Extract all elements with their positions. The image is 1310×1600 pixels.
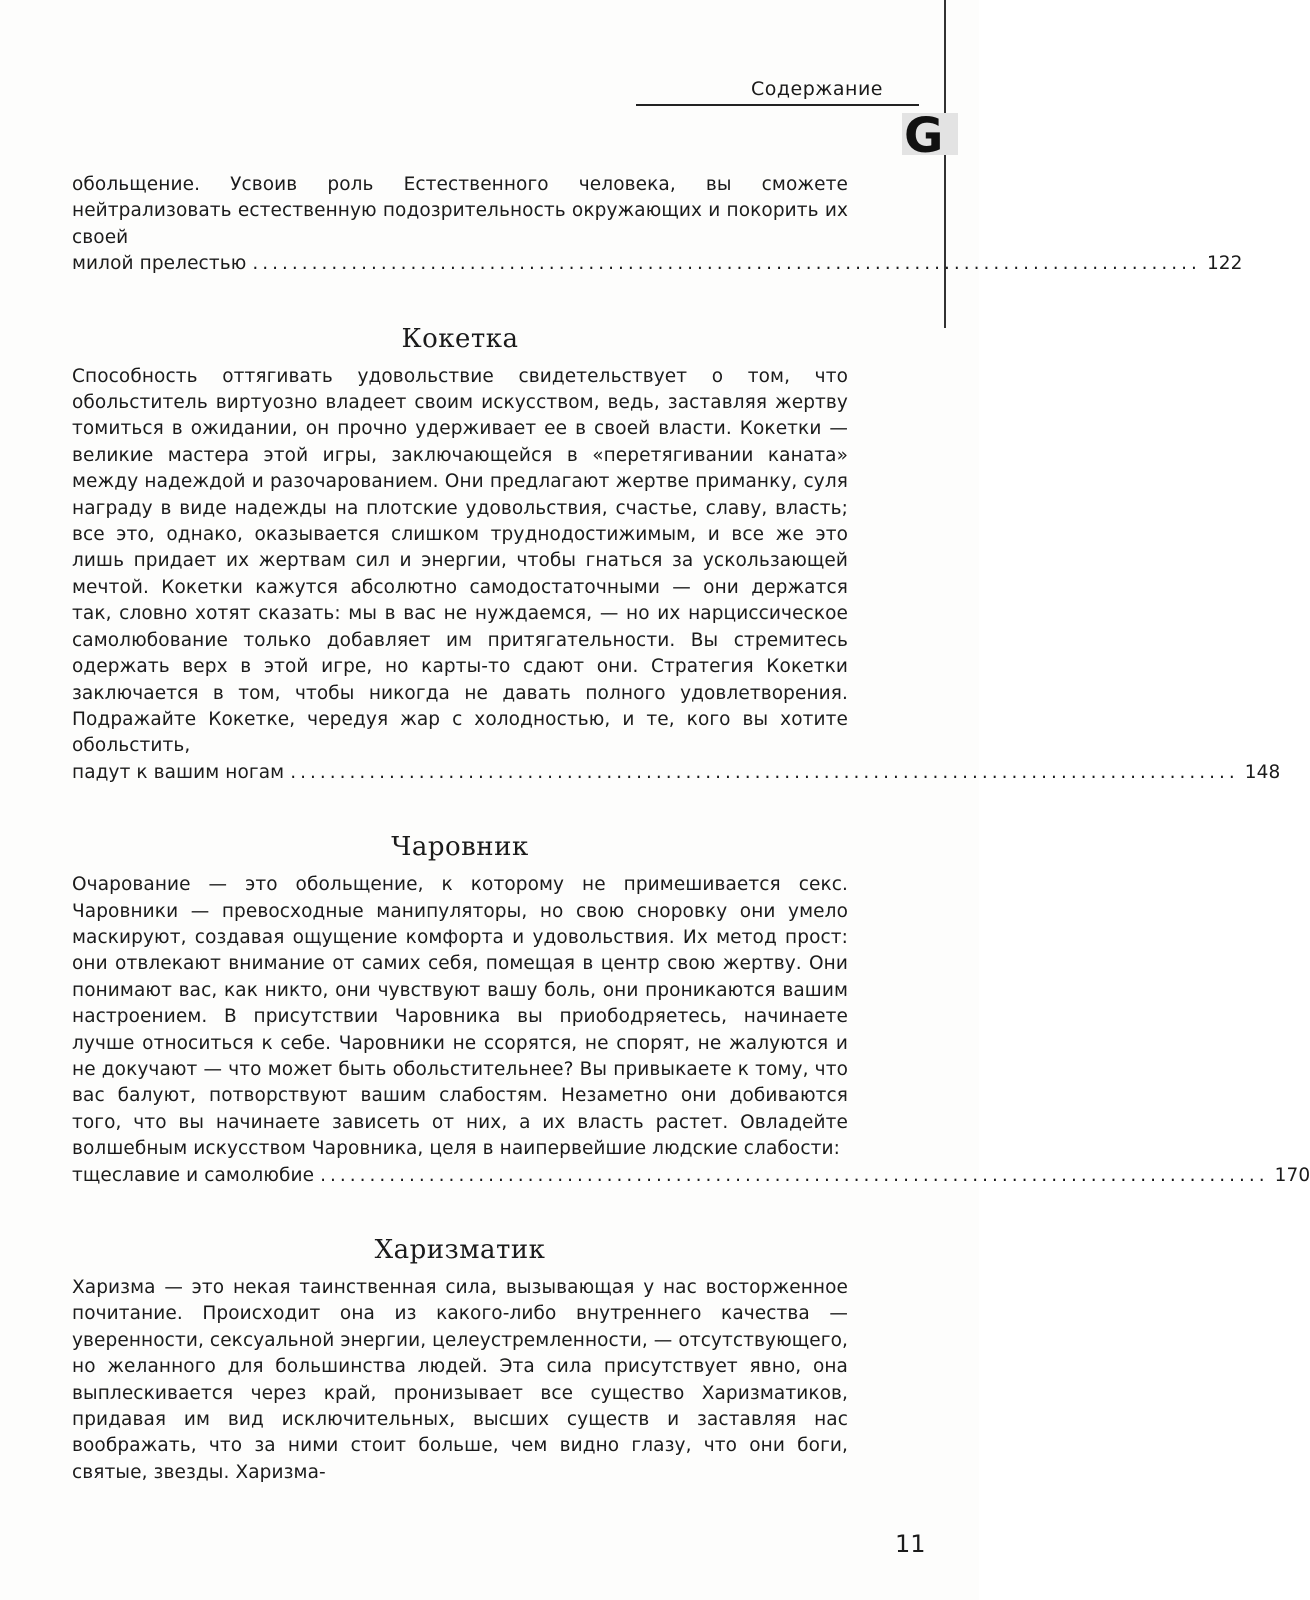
section-title-coquette: Кокетка xyxy=(401,323,519,354)
section-text: Харизма — это некая таинственная сила, вызывающая у нас восторженное почитание. Происходит она из какого-либо внутреннего качества — уверенности, сексуальной энергии, целеустремленности, — отсутствующего, но желанного для большинства людей. Эта сила присутствует явно, она выплескивается через край, пронизывает все существо Харизматиков, придавая им вид исключительных, высших существ и заставляя нас воображать, что за ними стоит больше, чем видно глазу, что они боги, святые, звезды. Харизма- xyxy=(72,1277,848,1483)
section-title-charmer: Чаровник xyxy=(391,832,529,863)
dot-leader: ................................................................................................ xyxy=(252,253,1201,275)
page-number: 11 xyxy=(895,1530,926,1558)
margin-rule xyxy=(944,0,946,328)
running-head: Содержание xyxy=(751,78,883,100)
intro-text: обольщение. Усвоив роль Естественного человека, вы сможете нейтрализовать естественную подозрительность окружающих и покорить их своей xyxy=(72,174,848,248)
section-title-charismatic: Харизматик xyxy=(374,1235,546,1265)
intro-page-number[interactable]: 122 xyxy=(1206,253,1243,275)
intro-entry xyxy=(72,172,1243,278)
section-entry-charismatic xyxy=(72,1275,848,1486)
section-text: Очарование — это обольщение, к которому не примешивается секс. Чаровники — превосходные манипуляторы, но свою сноровку они умело маскируют, создавая ощущение комфорта и удовольствия. Их метод прост: они отвлекают внимание от самих себя, помещая в центр свою жертву. Они понимают вас, как никто, они чувствуют вашу боль, они проникаются вашим настроением. В присутствии Чаровника вы приободряетесь, начинаете лучше относиться к себе. Чаровники не ссорятся, не спорят, не жалуются и не докучают — что может быть обольстительнее? Вы привыкаете к тому, что вас балуют, потворствуют вашим слабостям. Незаметно они добиваются того, что вы начинаете зависеть от них, а их власть растет. Овладейте волшебным искусством Чаровника, целя в наипервейшие людские слабости: xyxy=(72,874,848,1160)
section-page-number[interactable]: 148 xyxy=(1244,761,1281,783)
chapter-tab xyxy=(902,108,958,164)
section-toc-line xyxy=(72,1163,1310,1189)
chapter-tab-letter: G xyxy=(904,108,944,164)
section-page-number[interactable]: 170 xyxy=(1274,1164,1310,1186)
intro-tail: милой прелестью xyxy=(72,253,247,275)
dot-leader: ................................................................................................ xyxy=(320,1164,1269,1186)
section-tail: тщеславие и самолюбие xyxy=(72,1164,315,1186)
section-entry-coquette xyxy=(72,364,1281,787)
toc-content xyxy=(72,172,1310,1486)
dot-leader: ................................................................................................ xyxy=(290,761,1239,783)
section-tail: падут к вашим ногам xyxy=(72,761,285,783)
section-text: Способность оттягивать удовольствие свидетельствует о том, что обольститель виртуозно владеет своим искусством, ведь, заставляя жертву томиться в ожидании, он прочно удерживает ее в своей власти. Кокетки — великие мастера этой игры, заключающейся в «перетягивании каната» между надеждой и разочарованием. Они предлагают жертве приманку, суля награду в виде надежды на плотские удовольствия, счастье, славу, власть; все это, однако, оказывается слишком труднодостижимым, и все же это лишь придает их жертвам сил и энергии, чтобы гнаться за ускользающей мечтой. Кокетки кажутся абсолютно самодостаточными — они держатся так, словно хотят сказать: мы в вас не нуждаемся, — но их нарциссическое самолюбование только добавляет им притягательности. Вы стремитесь одержать верх в этой игре, но карты-то сдают они. Стратегия Кокетки заключается в том, чтобы никогда не давать полного удовлетворения. Подражайте Кокетке, чередуя жар с холодностью, и те, кого вы хотите обольстить, xyxy=(72,365,848,757)
intro-toc-line xyxy=(72,251,1243,277)
section-toc-line xyxy=(72,760,1281,786)
header-rule xyxy=(636,104,919,106)
section-entry-charmer xyxy=(72,872,1310,1189)
